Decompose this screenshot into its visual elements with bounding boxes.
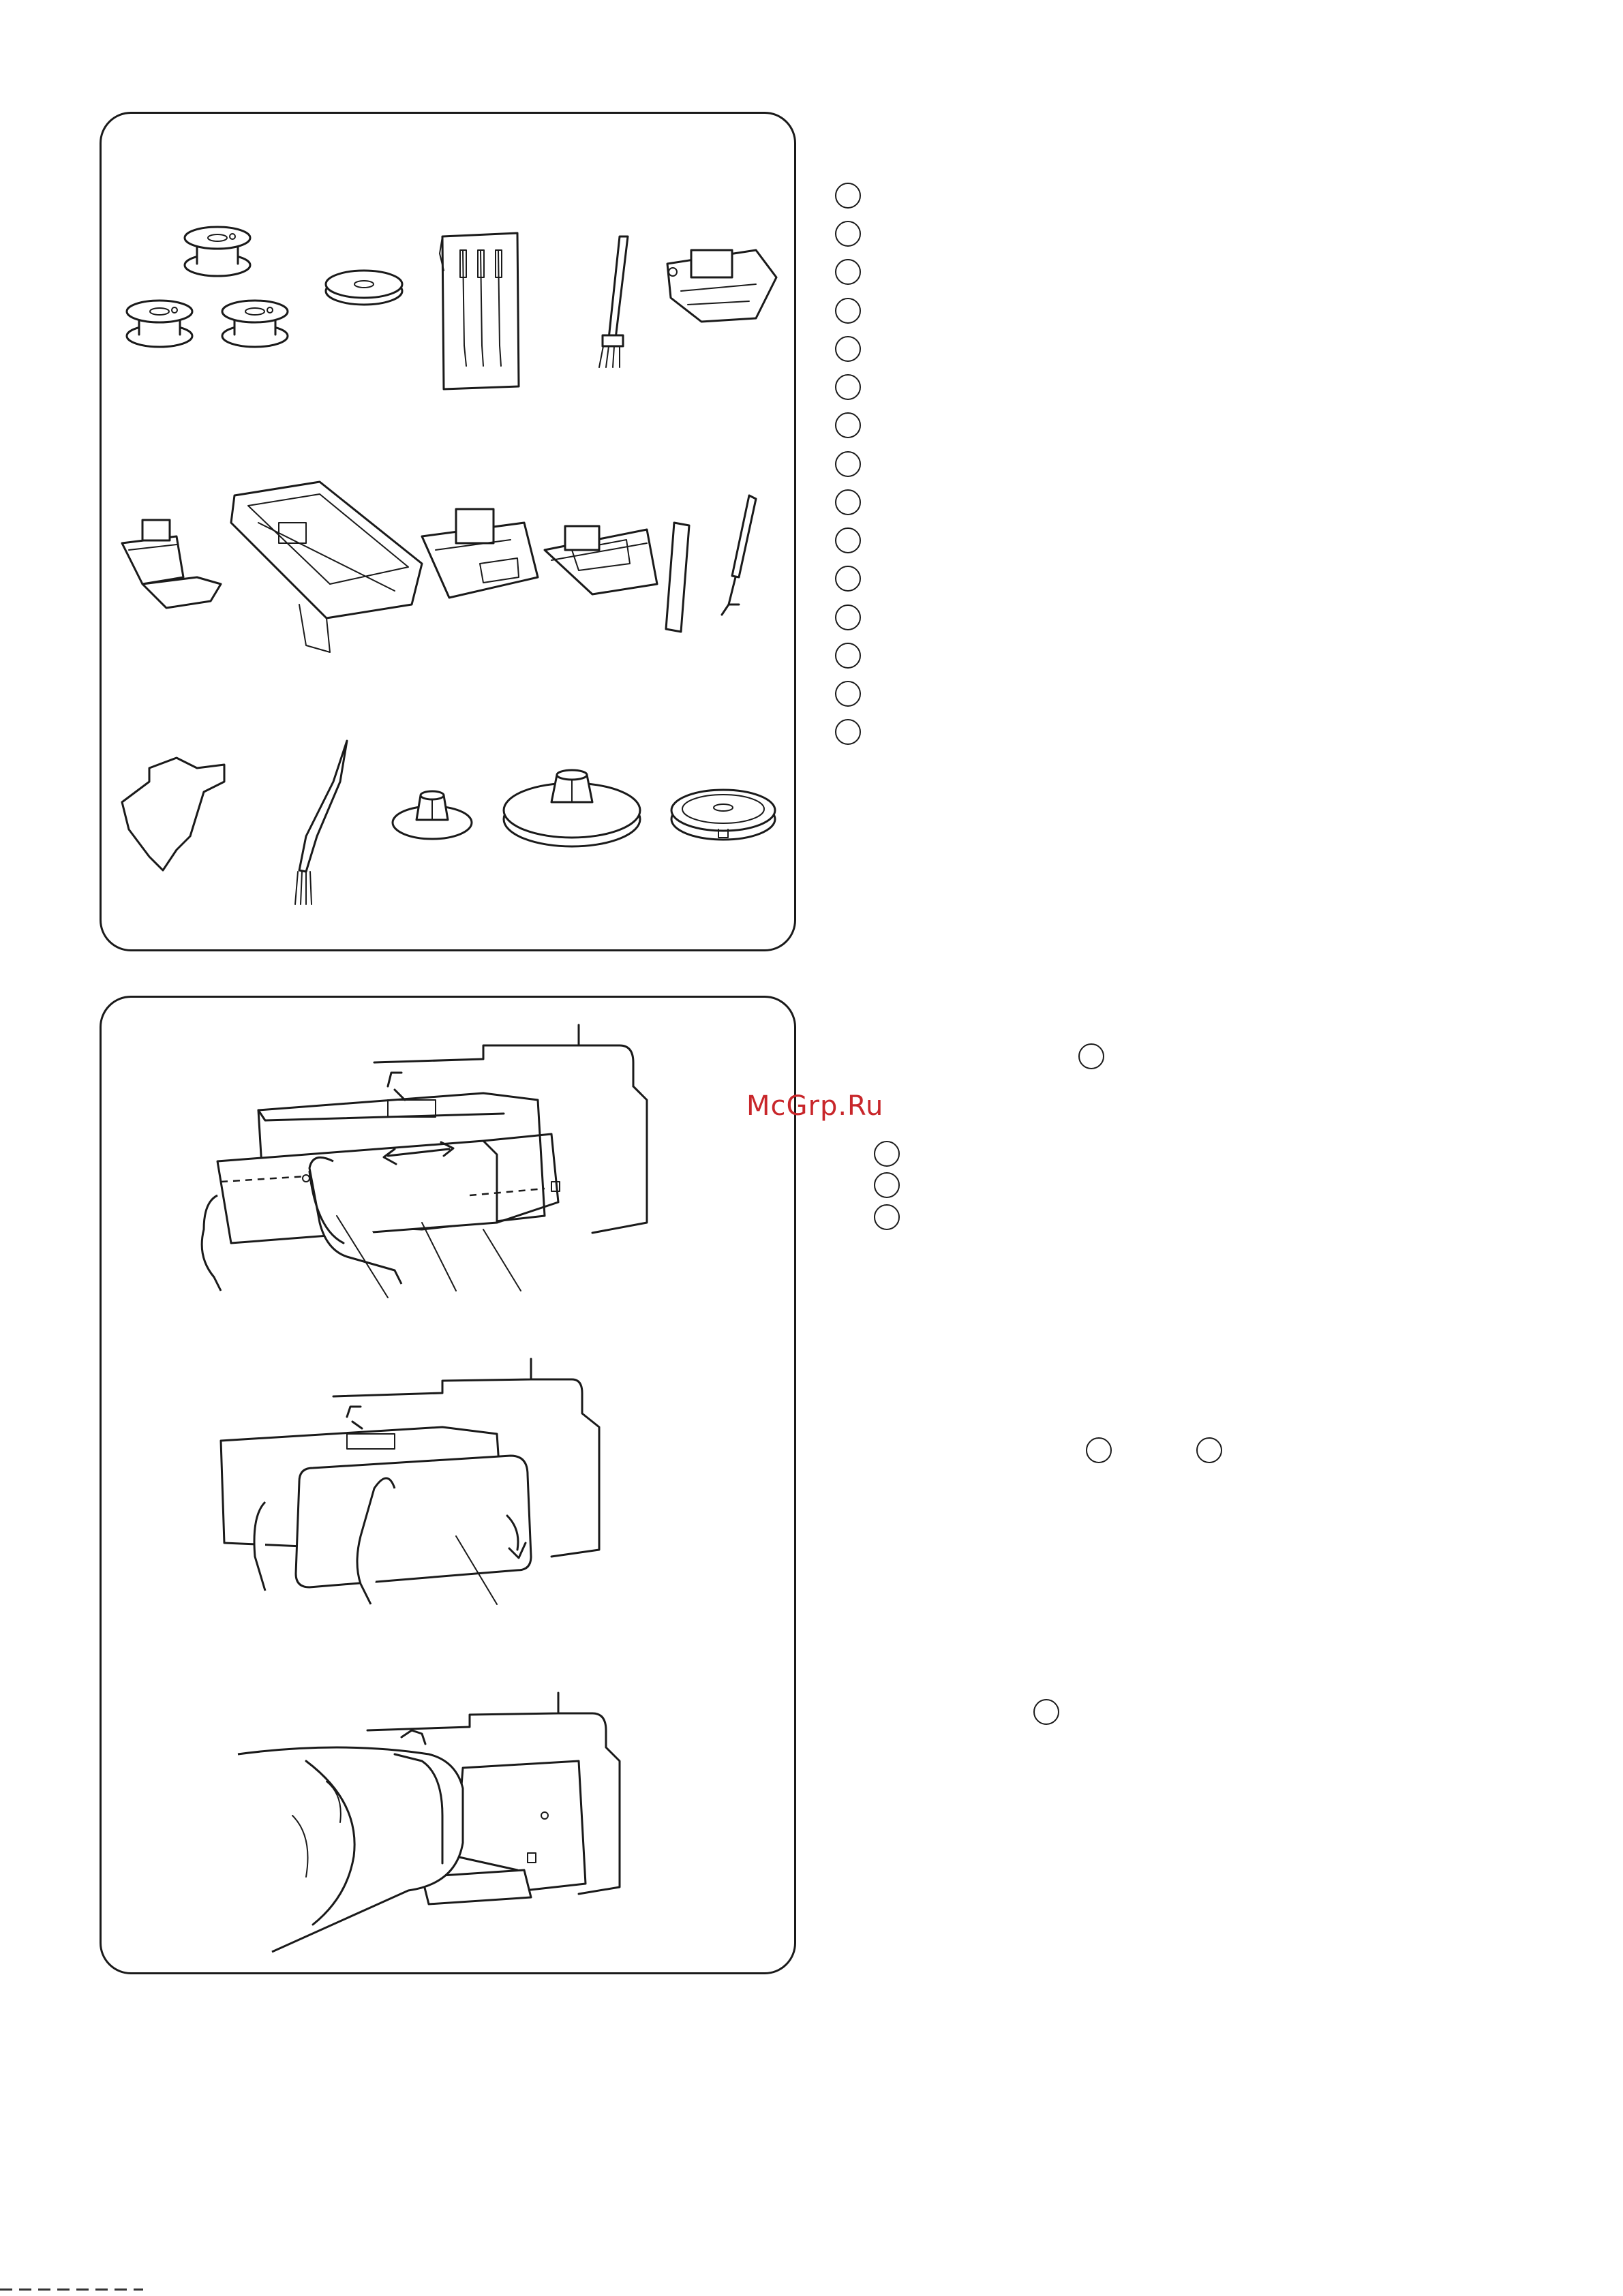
legend-marker: [835, 298, 861, 324]
extra-spool-pin-icon: [671, 790, 775, 840]
legend-marker: [835, 643, 861, 669]
legend-marker: [835, 336, 861, 362]
legend-marker: [835, 259, 861, 285]
procedure-panel: [100, 996, 796, 1974]
figure-reference-marker: [1196, 1437, 1222, 1463]
needle-set-icon: [440, 233, 519, 389]
spool-holder-felt-icon: [326, 271, 402, 305]
open-accessory-cover-figure: [221, 1359, 599, 1604]
figure-reference-marker: [1078, 1043, 1104, 1069]
legend-marker: [835, 719, 861, 745]
zigzag-foot-icon: [667, 250, 776, 322]
zipper-foot-icon: [122, 520, 221, 608]
buttonhole-foot-icon: [231, 482, 422, 652]
legend-marker: [835, 374, 861, 400]
spool-holder-large-icon: [393, 791, 472, 839]
accessories-panel: [100, 112, 796, 951]
legend-marker: [835, 412, 861, 438]
accessories-illustration: [102, 114, 798, 953]
free-arm-figure: [238, 1693, 620, 1952]
legend-marker: [835, 681, 861, 707]
screwdriver-icon: [666, 523, 689, 632]
legend-marker: [835, 527, 861, 553]
blind-hem-foot-icon: [545, 526, 657, 594]
figure-reference-marker: [1033, 1699, 1059, 1725]
cleaning-brush-icon: [295, 741, 347, 904]
bobbins-icon: [127, 227, 288, 347]
legend-marker: [835, 451, 861, 477]
legend-marker: [835, 221, 861, 247]
legend-marker: [835, 604, 861, 630]
legend-marker: [835, 183, 861, 209]
callout-marker-3: [874, 1204, 900, 1230]
figure-reference-marker: [1086, 1437, 1112, 1463]
footer-print-mark: [0, 2289, 143, 2291]
procedure-illustration: [102, 998, 798, 1976]
lint-brush-icon: [599, 236, 628, 367]
spool-holder-small-icon: [122, 758, 224, 870]
legend-marker: [835, 566, 861, 592]
slide-accessory-box-figure: [202, 1025, 647, 1298]
legend-marker: [835, 489, 861, 515]
watermark-text: McGrp.Ru: [746, 1090, 884, 1122]
callout-marker-2: [874, 1172, 900, 1198]
callout-marker-1: [874, 1141, 900, 1167]
overedge-foot-icon: [422, 509, 538, 598]
seam-ripper-icon: [722, 495, 756, 615]
